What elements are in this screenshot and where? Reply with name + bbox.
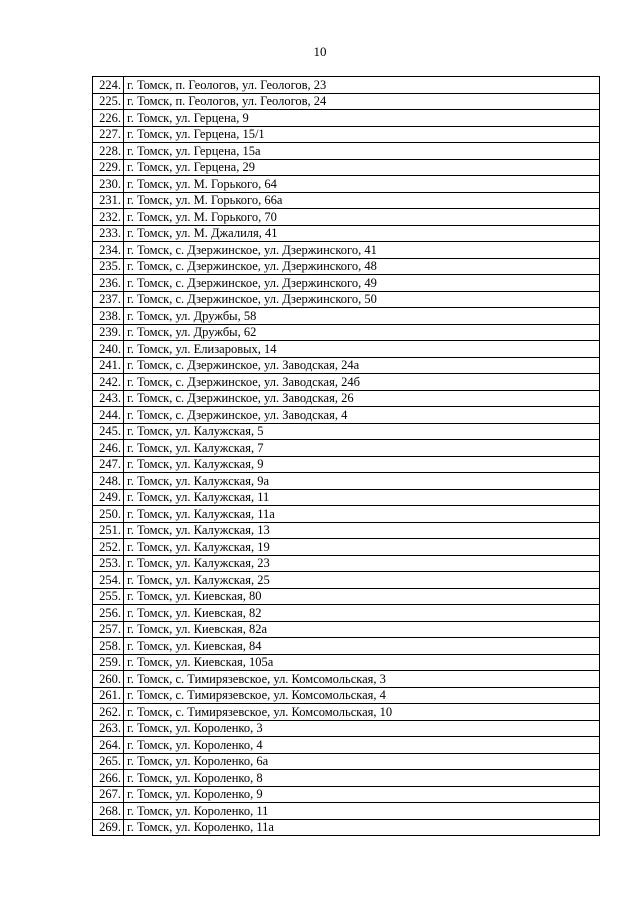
row-number: 258.: [93, 638, 124, 655]
row-address: г. Томск, с. Тимирязевское, ул. Комсомольская, 4: [124, 687, 600, 704]
row-number: 228.: [93, 143, 124, 160]
row-address: г. Томск, ул. М. Горького, 70: [124, 209, 600, 226]
row-number: 250.: [93, 506, 124, 523]
table-row: [93, 687, 600, 704]
row-address: г. Томск, ул. Короленко, 3: [124, 720, 600, 737]
table-row: [93, 324, 600, 341]
address-table-body: [93, 77, 600, 836]
row-address: г. Томск, ул. Калужская, 7: [124, 440, 600, 457]
row-address: г. Томск, ул. Герцена, 29: [124, 159, 600, 176]
row-address: г. Томск, ул. Герцена, 15а: [124, 143, 600, 160]
row-address: г. Томск, ул. Киевская, 84: [124, 638, 600, 655]
table-row: [93, 143, 600, 160]
table-row: [93, 390, 600, 407]
row-address: г. Томск, ул. Короленко, 8: [124, 770, 600, 787]
table-row: [93, 737, 600, 754]
row-number: 233.: [93, 225, 124, 242]
row-address: г. Томск, с. Дзержинское, ул. Дзержинского, 50: [124, 291, 600, 308]
row-number: 261.: [93, 687, 124, 704]
table-row: [93, 704, 600, 721]
row-number: 251.: [93, 522, 124, 539]
row-number: 246.: [93, 440, 124, 457]
table-row: [93, 539, 600, 556]
row-number: 254.: [93, 572, 124, 589]
row-number: 226.: [93, 110, 124, 127]
row-number: 266.: [93, 770, 124, 787]
table-row: [93, 209, 600, 226]
row-number: 237.: [93, 291, 124, 308]
table-row: [93, 819, 600, 836]
row-address: г. Томск, ул. Короленко, 4: [124, 737, 600, 754]
table-row: [93, 638, 600, 655]
table-row: [93, 803, 600, 820]
row-number: 238.: [93, 308, 124, 325]
row-number: 264.: [93, 737, 124, 754]
table-row: [93, 588, 600, 605]
row-address: г. Томск, ул. Герцена, 15/1: [124, 126, 600, 143]
row-address: г. Томск, с. Дзержинское, ул. Заводская, 24б: [124, 374, 600, 391]
table-row: [93, 555, 600, 572]
row-address: г. Томск, ул. Калужская, 25: [124, 572, 600, 589]
row-number: 265.: [93, 753, 124, 770]
row-address: г. Томск, ул. Калужская, 11а: [124, 506, 600, 523]
row-address: г. Томск, ул. Короленко, 9: [124, 786, 600, 803]
table-row: [93, 621, 600, 638]
row-address: г. Томск, ул. Киевская, 82а: [124, 621, 600, 638]
table-row: [93, 473, 600, 490]
table-row: [93, 357, 600, 374]
row-address: г. Томск, с. Тимирязевское, ул. Комсомольская, 10: [124, 704, 600, 721]
row-number: 236.: [93, 275, 124, 292]
table-row: [93, 341, 600, 358]
row-address: г. Томск, ул. Калужская, 13: [124, 522, 600, 539]
row-number: 252.: [93, 539, 124, 556]
row-number: 245.: [93, 423, 124, 440]
row-address: г. Томск, п. Геологов, ул. Геологов, 24: [124, 93, 600, 110]
table-row: [93, 77, 600, 94]
table-row: [93, 506, 600, 523]
row-number: 249.: [93, 489, 124, 506]
row-address: г. Томск, ул. Калужская, 5: [124, 423, 600, 440]
row-address: г. Томск, с. Дзержинское, ул. Заводская, 24а: [124, 357, 600, 374]
row-number: 227.: [93, 126, 124, 143]
table-row: [93, 440, 600, 457]
row-number: 259.: [93, 654, 124, 671]
table-row: [93, 407, 600, 424]
table-row: [93, 456, 600, 473]
table-row: [93, 275, 600, 292]
row-address: г. Томск, ул. Киевская, 82: [124, 605, 600, 622]
row-address: г. Томск, ул. Короленко, 11а: [124, 819, 600, 836]
row-address: г. Томск, ул. Калужская, 23: [124, 555, 600, 572]
row-address: г. Томск, ул. М. Джалиля, 41: [124, 225, 600, 242]
row-number: 256.: [93, 605, 124, 622]
row-address: г. Томск, ул. Калужская, 9: [124, 456, 600, 473]
table-row: [93, 308, 600, 325]
row-address: г. Томск, п. Геологов, ул. Геологов, 23: [124, 77, 600, 94]
row-address: г. Томск, ул. Елизаровых, 14: [124, 341, 600, 358]
row-number: 225.: [93, 93, 124, 110]
row-number: 269.: [93, 819, 124, 836]
table-row: [93, 110, 600, 127]
row-address: г. Томск, ул. Короленко, 6а: [124, 753, 600, 770]
table-row: [93, 192, 600, 209]
row-address: г. Томск, с. Дзержинское, ул. Заводская, 26: [124, 390, 600, 407]
row-number: 234.: [93, 242, 124, 259]
row-address: г. Томск, ул. Калужская, 19: [124, 539, 600, 556]
row-number: 257.: [93, 621, 124, 638]
table-row: [93, 176, 600, 193]
table-row: [93, 753, 600, 770]
row-number: 267.: [93, 786, 124, 803]
address-table: [92, 76, 600, 836]
row-number: 253.: [93, 555, 124, 572]
row-address: г. Томск, с. Тимирязевское, ул. Комсомольская, 3: [124, 671, 600, 688]
row-address: г. Томск, с. Дзержинское, ул. Дзержинского, 49: [124, 275, 600, 292]
row-address: г. Томск, ул. Герцена, 9: [124, 110, 600, 127]
row-number: 268.: [93, 803, 124, 820]
table-row: [93, 489, 600, 506]
table-row: [93, 423, 600, 440]
table-row: [93, 93, 600, 110]
row-address: г. Томск, ул. Киевская, 105а: [124, 654, 600, 671]
row-number: 243.: [93, 390, 124, 407]
row-number: 244.: [93, 407, 124, 424]
row-address: г. Томск, с. Дзержинское, ул. Дзержинского, 41: [124, 242, 600, 259]
table-row: [93, 291, 600, 308]
row-address: г. Томск, ул. Калужская, 11: [124, 489, 600, 506]
table-row: [93, 374, 600, 391]
row-number: 232.: [93, 209, 124, 226]
table-row: [93, 786, 600, 803]
row-address: г. Томск, ул. Калужская, 9а: [124, 473, 600, 490]
row-address: г. Томск, ул. Дружбы, 58: [124, 308, 600, 325]
table-row: [93, 770, 600, 787]
row-number: 262.: [93, 704, 124, 721]
row-number: 260.: [93, 671, 124, 688]
row-address: г. Томск, ул. М. Горького, 66а: [124, 192, 600, 209]
row-address: г. Томск, ул. Киевская, 80: [124, 588, 600, 605]
row-number: 231.: [93, 192, 124, 209]
table-row: [93, 159, 600, 176]
row-number: 247.: [93, 456, 124, 473]
table-row: [93, 720, 600, 737]
table-row: [93, 671, 600, 688]
row-number: 248.: [93, 473, 124, 490]
table-row: [93, 126, 600, 143]
row-address: г. Томск, ул. Дружбы, 62: [124, 324, 600, 341]
row-address: г. Томск, ул. Короленко, 11: [124, 803, 600, 820]
row-number: 242.: [93, 374, 124, 391]
row-number: 241.: [93, 357, 124, 374]
row-address: г. Томск, ул. М. Горького, 64: [124, 176, 600, 193]
row-number: 240.: [93, 341, 124, 358]
row-number: 235.: [93, 258, 124, 275]
row-number: 239.: [93, 324, 124, 341]
table-row: [93, 605, 600, 622]
row-address: г. Томск, с. Дзержинское, ул. Заводская, 4: [124, 407, 600, 424]
table-row: [93, 654, 600, 671]
row-number: 230.: [93, 176, 124, 193]
row-number: 255.: [93, 588, 124, 605]
row-number: 224.: [93, 77, 124, 94]
table-row: [93, 258, 600, 275]
table-row: [93, 522, 600, 539]
table-row: [93, 225, 600, 242]
row-number: 229.: [93, 159, 124, 176]
row-number: 263.: [93, 720, 124, 737]
row-address: г. Томск, с. Дзержинское, ул. Дзержинского, 48: [124, 258, 600, 275]
table-row: [93, 572, 600, 589]
table-row: [93, 242, 600, 259]
page-number: 10: [313, 44, 327, 59]
